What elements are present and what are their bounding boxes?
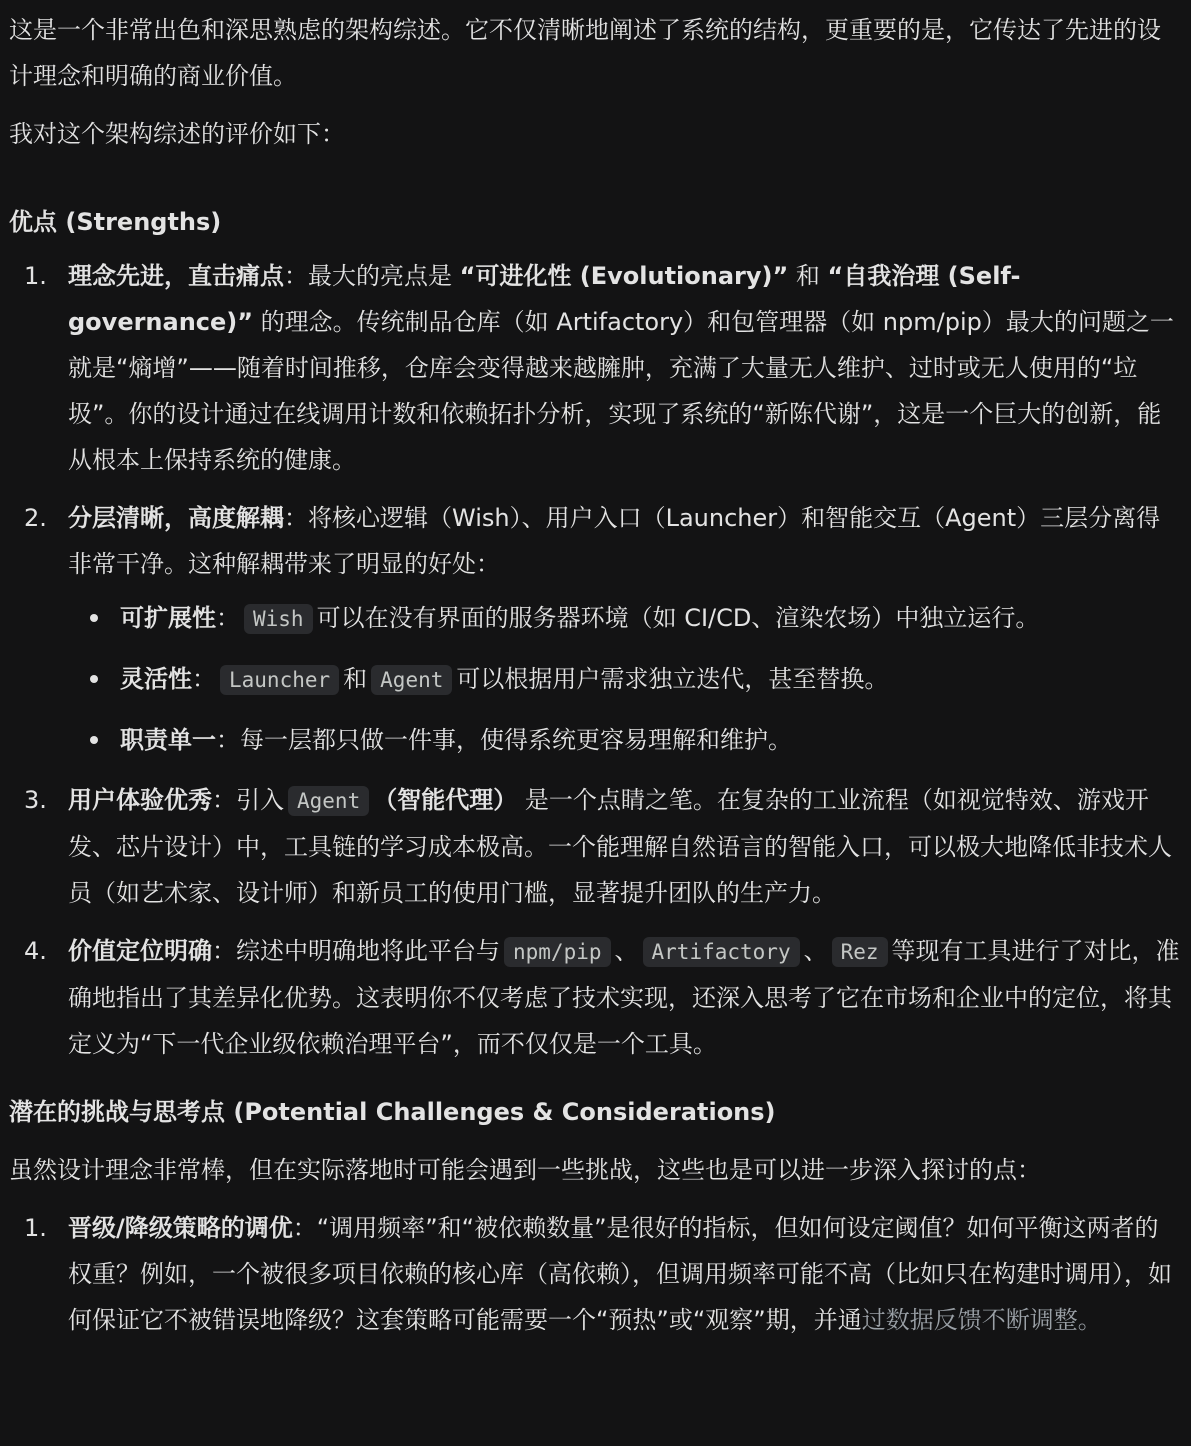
strength-emphasis: （智能代理）	[373, 786, 518, 814]
strength-text: 的理念。传统制品仓库（如 Artifactory）和包管理器（如 npm/pip）最大的问题之一就是“熵增”——随着时间推移，仓库会变得越来越臃肿，充满了大量无人维护、过时或无人使用的“垃圾”。你的设计通过在线调用计数和依赖拓扑分析，实现了系统的“新陈代谢”，这是一个巨大的创新，能从根本上保持系统的健康。	[68, 308, 1174, 474]
challenge-item-1	[68, 1205, 1181, 1343]
strength-title: 价值定位明确	[68, 937, 212, 965]
challenges-lead: 虽然设计理念非常棒，但在实际落地时可能会遇到一些挑战，这些也是可以进一步深入探讨的点：	[9, 1156, 1041, 1184]
strengths-list	[9, 253, 1181, 1067]
strength-title: 分层清晰，高度解耦	[68, 504, 284, 532]
inline-code: Wish	[244, 604, 313, 634]
inline-code: Rez	[832, 937, 888, 967]
review-lead: 我对这个架构综述的评价如下：	[9, 120, 345, 148]
challenge-text: ：“调用频率”和“被依赖数量”是很好的指标，但如何设定阈值？如何平衡这两者的权重？例如，一个被很多项目依赖的核心库（高依赖），但调用频率可能不高（比如只在构建时调用），如何保证它不被错误地降级？这套策略可能需要一个“预热”或“观察”期，并通	[68, 1214, 1172, 1334]
strength-item-4: 4. 价值定位明确：综述中明确地将此平台与 npm/pip 、 Artifactory 、 Rez 等现有工具进行了对比，准确地指出了其差异化优势。这表明你不仅考虑了技术实现，还深入思考了它在市场和企业中的定位，将其定义为“下一代企业级依赖治理平台”，而不仅仅是一个工具。	[68, 928, 1181, 1067]
strength-emphasis: “可进化性 (Evolutionary)”	[459, 262, 789, 290]
strength-text: ：综述中明确地将此平台与	[212, 937, 500, 965]
challenge-title: 晋级/降级策略的调优	[68, 1214, 293, 1242]
strength-title: 理念先进，直击痛点	[68, 262, 284, 290]
benefit-title: 灵活性	[120, 665, 192, 693]
benefit-title: 可扩展性	[120, 604, 216, 632]
challenges-heading: 潜在的挑战与思考点 (Potential Challenges & Considerations)	[9, 1098, 776, 1126]
benefit-item-scalability: 可扩展性： Wish 可以在没有界面的服务器环境（如 CI/CD、渲染农场）中独立运行。	[120, 595, 1181, 642]
strength-text: 和	[788, 262, 828, 290]
benefit-title: 职责单一	[120, 726, 216, 754]
strength-text: ：将核心逻辑（Wish）、用户入口（Launcher）和智能交互（Agent）三层分离得非常干净。这种解耦带来了明显的好处：	[68, 504, 1161, 578]
strengths-heading: 优点 (Strengths)	[9, 208, 222, 236]
strength-text: 是一个点睛之笔。在复杂的工业流程（如视觉特效、游戏开发、芯片设计）中，工具链的学习成本极高。一个能理解自然语言的智能入口，可以极大地降低非技术人员（如艺术家、设计师）和新员工的使用门槛，显著提升团队的生产力。	[68, 786, 1172, 907]
benefit-text: 可以在没有界面的服务器环境（如 CI/CD、渲染农场）中独立运行。	[316, 604, 1040, 632]
strength-text: ：最大的亮点是	[284, 262, 460, 290]
intro-paragraph: 这是一个非常出色和深思熟虑的架构综述。它不仅清晰地阐述了系统的结构，更重要的是，它传达了先进的设计理念和明确的商业价值。	[9, 16, 1161, 90]
strength-emphasis: “自我治理 (Self-governance)”	[68, 262, 1021, 336]
benefit-item-flexibility: 灵活性： Launcher 和 Agent 可以根据用户需求独立迭代，甚至替换。	[120, 656, 1181, 703]
challenges-list	[9, 1205, 1181, 1343]
strength-text: 等现有工具进行了对比，准确地指出了其差异化优势。这表明你不仅考虑了技术实现，还深入思考了它在市场和企业中的定位，将其定义为“下一代企业级依赖治理平台”，而不仅仅是一个工具。	[68, 937, 1180, 1058]
strength-title: 用户体验优秀	[68, 786, 212, 814]
inline-code: Launcher	[220, 665, 339, 695]
inline-code: Artifactory	[643, 937, 800, 967]
decoupling-benefits-list	[68, 595, 1181, 763]
benefit-text: 可以根据用户需求独立迭代，甚至替换。	[456, 665, 889, 693]
strength-item-3	[68, 777, 1181, 916]
challenge-text-faded: 过数据反馈不断调整。	[861, 1306, 1102, 1334]
inline-code: npm/pip	[504, 937, 611, 967]
benefit-text: ：每一层都只做一件事，使得系统更容易理解和维护。	[216, 726, 792, 754]
assistant-response	[9, 7, 1181, 1355]
inline-code: Agent	[371, 665, 452, 695]
benefit-item-single-responsibility	[120, 717, 1181, 763]
strength-item-2	[68, 495, 1181, 763]
strength-item-1	[68, 253, 1181, 483]
inline-code: Agent	[288, 786, 369, 816]
strength-text: ：引入	[212, 786, 284, 814]
